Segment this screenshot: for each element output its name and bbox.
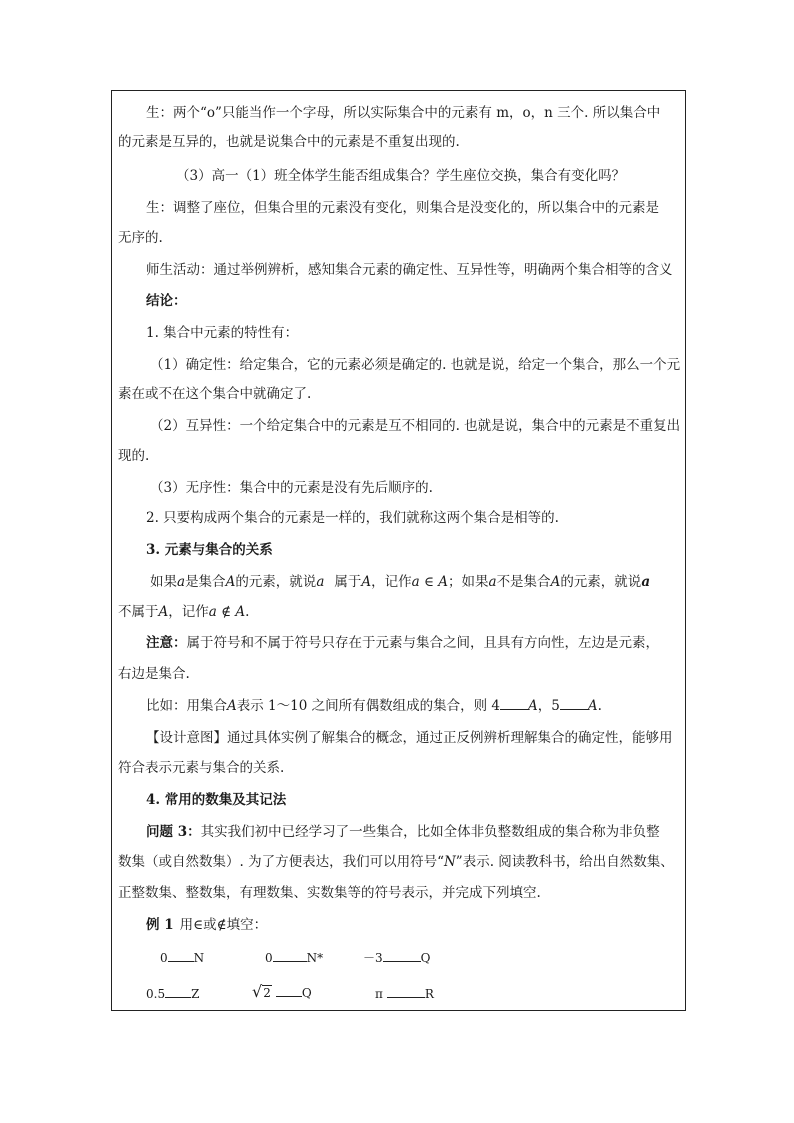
determinacy-line: （1）确定性：给定集合，它的元素必须是确定的. 也就是说，给定一个集合，那么一个元 (150, 357, 681, 373)
activity-line: 师生活动：通过举例辨析，感知集合元素的确定性、互异性等，明确两个集合相等的含义 (146, 262, 673, 278)
q3-line-1: 问题 3：其实我们初中已经学习了一些集合，比如全体非负整数组成的集合称为非负整 (146, 824, 660, 840)
fill-item-1: 0 N (160, 951, 205, 965)
unordered-line: （3）无序性：集合中的元素是没有先后顺序的. (150, 480, 433, 496)
student-answer-2: 生：调整了座位，但集合里的元素没有变化，则集合是没变化的，所以集合中的元素是 (146, 200, 659, 216)
q3-line-2: 数集（或自然数集）. 为了方便表达，我们可以用符号“N”表示. 阅读教科书，给出自然数集、 (118, 854, 674, 870)
blank-5[interactable] (560, 697, 588, 710)
fill-item-2: 0 N* (265, 951, 324, 965)
fill-blank-3[interactable] (383, 949, 421, 962)
section-3-heading: 3. 元素与集合的关系 (146, 542, 273, 558)
question-3: （3）高一（1）班全体学生能否组成集合？学生座位交换，集合有变化吗？ (176, 168, 626, 184)
blank-4[interactable] (500, 697, 528, 710)
fill-item-3: －3 Q (363, 951, 431, 965)
example-1-line: 例 1 用∈或∉填空： (146, 917, 268, 933)
student-answer-1-cont: 的元素是互异的，也就是说集合中的元素是不重复出现的. (118, 134, 460, 150)
note-line-1: 注意：属于符号和不属于符号只存在于元素与集合之间，且具有方向性，左边是元素， (146, 635, 659, 651)
relation-line-1: 如果a是集合A的元素，就说a 属于A，记作a ∈ A；如果a不是集合A的元素，就说a (150, 574, 651, 590)
q3-line-3: 正整数集、整数集，有理数集、实数集等的符号表示，并完成下列填空. (118, 885, 541, 901)
fill-blank-6[interactable] (387, 985, 425, 998)
example-line: 比如：用集合A表示 1～10 之间所有偶数组成的集合，则 4 A，5 A. (146, 698, 602, 714)
student-answer-1: 生：两个“o”只能当作一个字母，所以实际集合中的元素有 m，o，n 三个. 所以集合中 (146, 105, 661, 121)
equal-sets-line: 2. 只要构成两个集合的元素是一样的，我们就称这两个集合是相等的. (146, 510, 559, 526)
fill-blank-2[interactable] (273, 949, 307, 962)
student-answer-2-cont: 无序的. (118, 230, 163, 246)
determinacy-cont: 素在或不在这个集合中就确定了. (118, 386, 312, 402)
fill-blank-1[interactable] (168, 949, 194, 962)
characteristics-heading: 1. 集合中元素的特性有： (146, 325, 299, 341)
note-line-2: 右边是集合. (118, 666, 190, 682)
design-line-1: 【设计意图】通过具体实例了解集合的概念，通过正反例辨析理解集合的确定性，能够用 (146, 730, 673, 746)
fill-item-4: 0.5 Z (146, 987, 200, 1001)
fill-blank-5[interactable] (276, 984, 302, 997)
fill-blank-4[interactable] (165, 985, 191, 998)
conclusion-heading: 结论： (146, 293, 187, 309)
distinctness-cont: 现的. (118, 448, 150, 464)
relation-line-2: 不属于A，记作a ∉ A. (118, 604, 250, 620)
fill-item-6: π R (375, 987, 434, 1001)
section-4-heading: 4. 常用的数集及其记法 (146, 792, 287, 808)
design-line-2: 符合表示元素与集合的关系. (118, 760, 285, 776)
distinctness-line: （2）互异性：一个给定集合中的元素是互不相同的. 也就是说，集合中的元素是不重复出 (150, 418, 681, 434)
fill-item-5: √2 Q (252, 982, 312, 1001)
